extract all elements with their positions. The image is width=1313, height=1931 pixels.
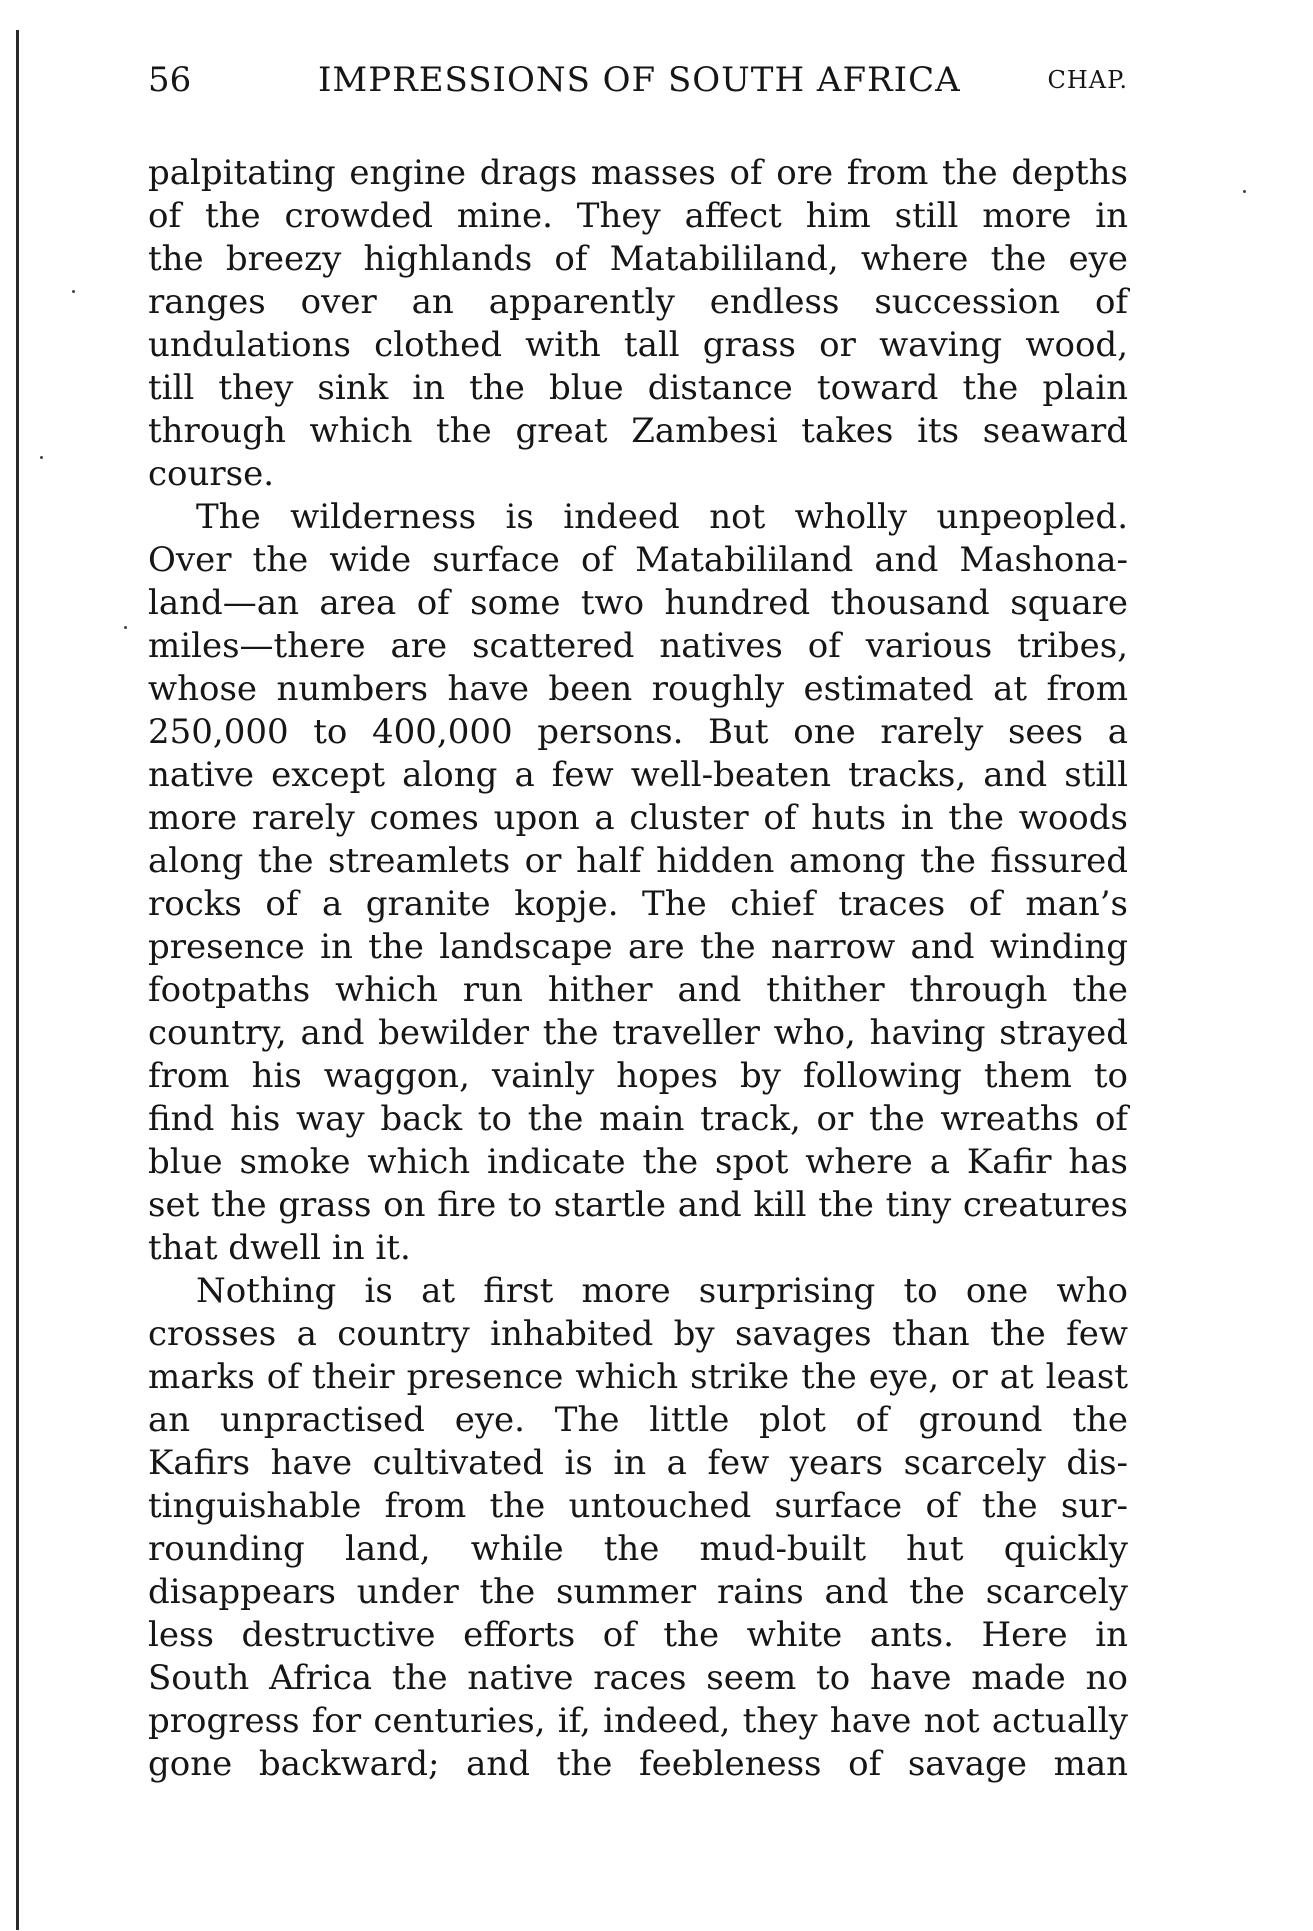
text-line: along the streamlets or half hidden among the fissured [148,841,1128,881]
text-line: ranges over an apparently endless succession of [148,282,1128,322]
text-line: find his way back to the main track, or the wreaths of [148,1099,1128,1139]
text-line: crosses a country inhabited by savages than the few [148,1314,1128,1354]
page-number: 56 [148,60,192,100]
text-line: marks of their presence which strike the eye, or at least [148,1357,1128,1397]
text-line: land—an area of some two hundred thousand square [148,583,1128,623]
text-line: rocks of a granite kopje. The chief traces of man’s [148,884,1128,924]
binding-edge [16,30,19,1930]
text-line: from his waggon, vainly hopes by following them to [148,1056,1128,1096]
text-line: through which the great Zambesi takes its seaward [148,411,1128,451]
text-line: undulations clothed with tall grass or waving wood, [148,325,1128,365]
text-line: Over the wide surface of Matabililand and Mashona- [148,540,1128,580]
paragraph-first-line: The wilderness is indeed not wholly unpeopled. [196,497,1128,537]
chapter-mark: CHAP. [1047,66,1128,94]
text-line: less destructive efforts of the white ants. Here in [148,1615,1128,1655]
body-text [148,152,1128,1786]
text-line: tinguishable from the untouched surface of the sur- [148,1486,1128,1526]
text-line: native except along a few well-beaten tracks, and still [148,755,1128,795]
text-line: miles—there are scattered natives of various tribes, [148,626,1128,666]
text-line: that dwell in it. [148,1228,411,1268]
text-line: set the grass on fire to startle and kill the tiny creatures [148,1185,1128,1225]
text-line: footpaths which run hither and thither through the [148,970,1128,1010]
paper-speck [72,290,75,293]
text-line: blue smoke which indicate the spot where a Kafir has [148,1142,1128,1182]
text-line: till they sink in the blue distance toward the plain [148,368,1128,408]
text-line: disappears under the summer rains and the scarcely [148,1572,1128,1612]
paragraph-first-line: Nothing is at first more surprising to one who [196,1271,1128,1311]
text-line: South Africa the native races seem to have made no [148,1658,1128,1698]
running-header [148,60,1128,110]
text-line: Kafirs have cultivated is in a few years scarcely dis- [148,1443,1128,1483]
paper-speck [40,456,43,459]
paper-speck [1243,190,1246,193]
text-line: whose numbers have been roughly estimated at from [148,669,1128,709]
running-title: IMPRESSIONS OF SOUTH AFRICA [318,60,961,100]
text-line: the breezy highlands of Matabililand, where the eye [148,239,1128,279]
text-line: gone backward; and the feebleness of savage man [148,1744,1128,1784]
paper-speck [124,626,127,629]
text-line: presence in the landscape are the narrow and winding [148,927,1128,967]
text-line: 250,000 to 400,000 persons. But one rarely sees a [148,712,1128,752]
text-line: progress for centuries, if, indeed, they have not actually [148,1701,1128,1741]
text-line: course. [148,454,275,494]
text-line: rounding land, while the mud-built hut quickly [148,1529,1128,1569]
text-line: palpitating engine drags masses of ore from the depths [148,153,1128,193]
text-line: country, and bewilder the traveller who, having strayed [148,1013,1128,1053]
text-line: more rarely comes upon a cluster of huts in the woods [148,798,1128,838]
text-line: of the crowded mine. They affect him still more in [148,196,1128,236]
text-line: an unpractised eye. The little plot of ground the [148,1400,1128,1440]
